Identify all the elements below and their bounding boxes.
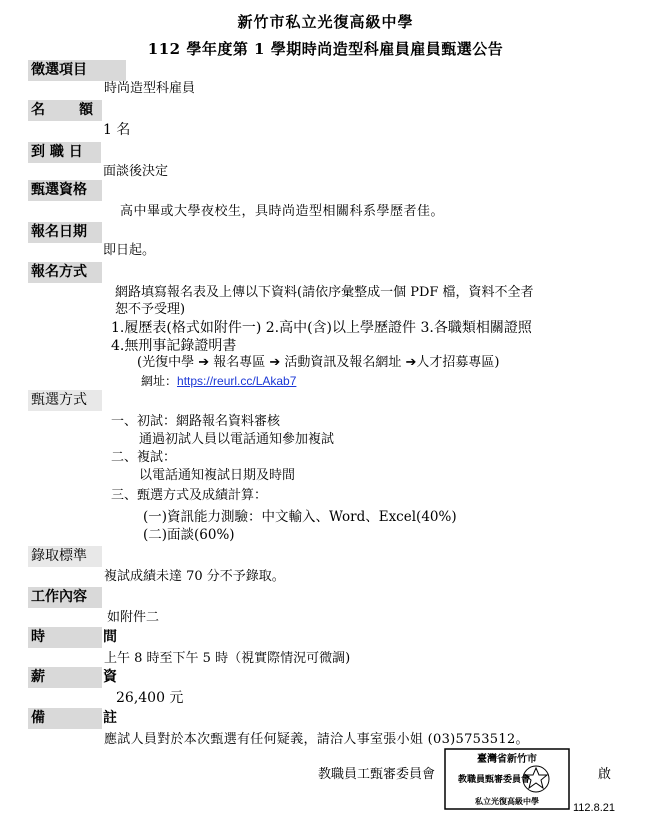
value-apply-date: 即日起。: [103, 243, 156, 258]
apply-method-line3: 1.履歷表(格式如附件一) 2.高中(含)以上學歷證件 3.各職類相關證照: [111, 320, 532, 336]
issue-date: 112.8.21: [573, 802, 616, 814]
seal-text-center: 教職員甄審委員會: [457, 775, 531, 785]
label-quota: 名 額: [28, 100, 102, 121]
value-remarks: 應試人員對於本次甄選有任何疑義，請洽人事室張小姐 (03)5753512。: [104, 732, 529, 747]
apply-method-line1: 網路填寫報名表及上傳以下資料(請依序彙整成一個 PDF 檔，資料不全者: [115, 285, 534, 300]
value-qualification: 高中畢或大學夜校生，具時尚造型相關科系學歷者佳。: [120, 204, 445, 219]
label-criteria: 錄取標準: [28, 546, 102, 567]
selection-step2-note: 以電話通知複試日期及時間: [139, 468, 296, 483]
apply-method-line2: 恕不予受理): [115, 302, 186, 317]
selection-step2: 二、複試：: [111, 450, 177, 465]
selection-item1: (一)資訊能力測驗：中文輸入、Word、Excel(40%): [143, 509, 457, 525]
value-position: 時尚造型科雇員: [104, 81, 196, 96]
closing-word: 啟: [598, 767, 612, 782]
value-duties: 如附件二: [107, 610, 160, 625]
apply-method-line4: 4.無刑事記錄證明書: [111, 338, 237, 354]
selection-item2: (二)面談(60%): [143, 527, 235, 543]
apply-url-label: 網址：: [141, 374, 178, 388]
apply-url-link[interactable]: https://reurl.cc/LAkab7: [177, 374, 297, 388]
announcement-title: 112 學年度第 1 學期時尚造型科雇員雇員甄選公告: [147, 40, 504, 58]
selection-step1-note: 通過初試人員以電話通知參加複試: [139, 432, 335, 447]
label-duties: 工作內容: [28, 587, 102, 608]
label-remarks: 備 註: [28, 708, 102, 729]
label-start-date: 到 職 日: [28, 142, 101, 163]
seal-text-top: 臺灣省新竹市: [477, 754, 537, 765]
label-apply-date: 報名日期: [28, 222, 102, 243]
selection-step1: 一、初試：網路報名資料審核: [111, 414, 281, 429]
committee-name: 教職員工甄審委員會: [318, 767, 436, 782]
label-position: 徵選項目: [28, 60, 126, 81]
apply-url-row: [141, 372, 296, 390]
value-hours: 上午 8 時至下午 5 時（視實際情況可微調): [104, 651, 351, 666]
apply-method-path: (光復中學 ➔ 報名專區 ➔ 活動資訊及報名網址 ➔人才招募專區): [137, 355, 500, 370]
seal-text-bottom: 私立光復高級中學: [475, 796, 539, 806]
label-hours: 時 間: [28, 627, 102, 648]
value-start-date: 面談後決定: [103, 164, 169, 179]
value-criteria: 複試成績未達 70 分不予錄取。: [104, 569, 285, 584]
selection-step3: 三、甄選方式及成績計算：: [111, 488, 268, 503]
school-name: 新竹市私立光復高級中學: [237, 13, 414, 31]
value-quota: 1 名: [103, 122, 131, 138]
label-qualification: 甄選資格: [28, 180, 102, 201]
committee-seal-stamp: [442, 747, 572, 811]
label-salary: 薪 資: [28, 667, 102, 688]
label-selection: 甄選方式: [28, 390, 102, 411]
label-apply-method: 報名方式: [28, 262, 102, 283]
value-salary: 26,400 元: [116, 690, 184, 706]
